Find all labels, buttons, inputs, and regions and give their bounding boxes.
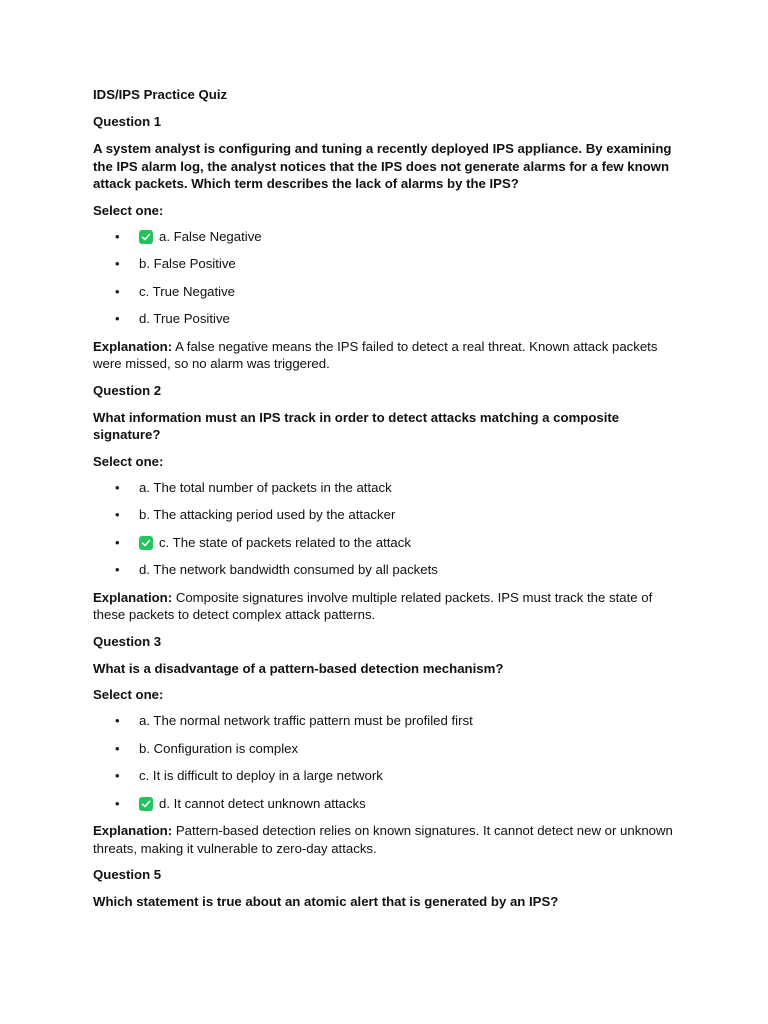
option-text: c. It is difficult to deploy in a large network bbox=[139, 768, 383, 783]
select-one-label: Select one: bbox=[93, 453, 164, 469]
document-title: IDS/IPS Practice Quiz bbox=[93, 87, 228, 102]
option-text: d. It cannot detect unknown attacks bbox=[159, 795, 366, 811]
option-text: b. False Positive bbox=[139, 256, 236, 271]
option-list bbox=[93, 479, 683, 580]
option-b: • b. Configuration is complex bbox=[115, 740, 299, 756]
question-block-3 bbox=[93, 633, 683, 858]
explanation-label: Explanation: bbox=[93, 338, 173, 354]
option-list bbox=[93, 712, 683, 813]
explanation-label: Explanation: bbox=[93, 589, 173, 605]
option-c: • c. True Negative bbox=[115, 283, 236, 299]
question-block-2 bbox=[93, 382, 683, 624]
question-text: What information must an IPS track in order to detect attacks matching a composite signature? bbox=[93, 409, 620, 442]
question-label: Question 5 bbox=[93, 867, 162, 882]
option-text: a. The normal network traffic pattern must be profiled first bbox=[139, 713, 473, 728]
option-text: d. True Positive bbox=[139, 311, 230, 326]
option-a: • a. The total number of packets in the attack bbox=[115, 479, 392, 495]
option-c: • c. It is difficult to deploy in a large network bbox=[115, 768, 383, 783]
explanation bbox=[93, 822, 683, 857]
explanation-text: Composite signatures involve multiple related packets. IPS must track the state of these packets to detect complex attack patterns. bbox=[93, 589, 653, 622]
question-block-5 bbox=[93, 866, 683, 911]
checkmark-icon bbox=[139, 797, 153, 811]
option-d: • d. It cannot detect unknown attacks bbox=[115, 795, 366, 811]
explanation-label: Explanation: bbox=[93, 823, 173, 838]
question-label: Question 2 bbox=[93, 382, 162, 398]
explanation-text: Pattern-based detection relies on known signatures. It cannot detect new or unknown threats, making it vulnerable to zero-day attacks. bbox=[93, 823, 673, 856]
question-text: What is a disadvantage of a pattern-based detection mechanism? bbox=[93, 660, 504, 676]
option-text: c. True Negative bbox=[139, 283, 236, 299]
option-text: a. False Negative bbox=[159, 228, 262, 244]
option-text: b. The attacking period used by the attacker bbox=[139, 507, 396, 522]
checkmark-icon bbox=[139, 230, 153, 244]
select-one-label: Select one: bbox=[93, 202, 164, 218]
select-one-label: Select one: bbox=[93, 687, 164, 702]
explanation-text: A false negative means the IPS failed to detect a real threat. Known attack packets were missed, so no alarm was triggered. bbox=[93, 338, 658, 371]
option-b: • b. The attacking period used by the attacker bbox=[115, 507, 396, 522]
option-d: • d. True Positive bbox=[115, 311, 230, 326]
option-text: d. The network bandwidth consumed by all packets bbox=[139, 562, 438, 577]
option-d: • d. The network bandwidth consumed by all packets bbox=[115, 562, 438, 577]
question-block-1 bbox=[93, 113, 683, 373]
question-label: Question 3 bbox=[93, 633, 162, 649]
option-text: a. The total number of packets in the attack bbox=[139, 479, 392, 495]
question-text: Which statement is true about an atomic alert that is generated by an IPS? bbox=[93, 894, 559, 909]
option-text: b. Configuration is complex bbox=[139, 740, 299, 756]
option-a: • a. The normal network traffic pattern must be profiled first bbox=[115, 713, 473, 728]
option-list bbox=[93, 228, 683, 329]
option-b: • b. False Positive bbox=[115, 256, 236, 271]
option-c: • c. The state of packets related to the attack bbox=[115, 534, 411, 550]
quiz-document bbox=[93, 86, 683, 920]
option-a: • a. False Negative bbox=[115, 228, 262, 244]
explanation bbox=[93, 589, 683, 624]
question-label: Question 1 bbox=[93, 114, 162, 129]
option-text: c. The state of packets related to the attack bbox=[159, 534, 411, 550]
question-text: A system analyst is configuring and tuning a recently deployed IPS appliance. By examining the IPS alarm log, the analyst notices that the IPS does not generate alarms for a few known attack packets. Which term describes the lack of alarms by the IPS? bbox=[93, 141, 672, 191]
checkmark-icon bbox=[139, 536, 153, 550]
explanation bbox=[93, 338, 683, 373]
